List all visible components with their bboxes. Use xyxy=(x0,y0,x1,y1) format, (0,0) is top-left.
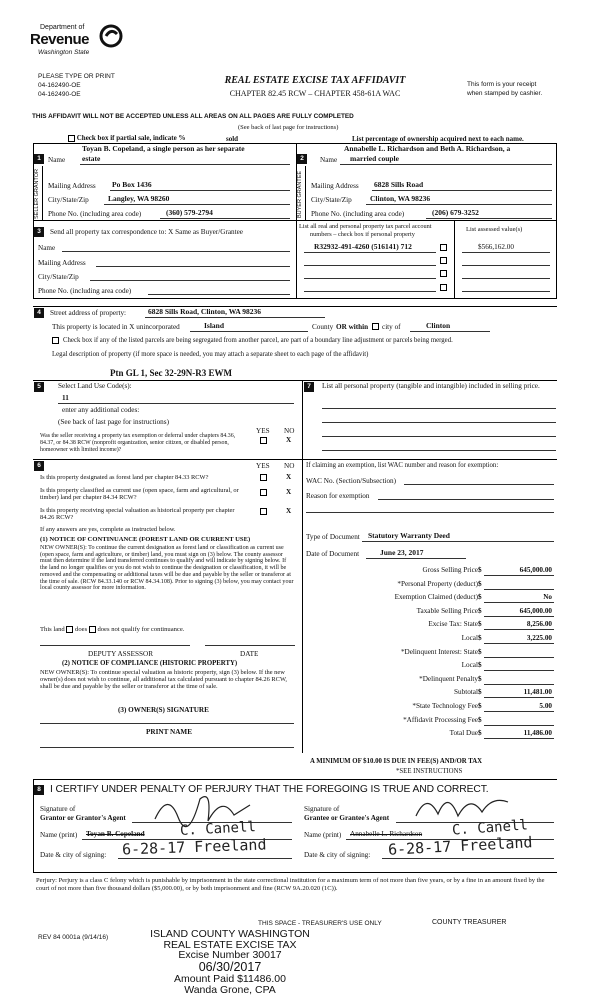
section-6-number: 6 xyxy=(34,461,44,471)
wac-label: WAC No. (Section/Subsection) xyxy=(306,477,397,485)
doc-type: Statutory Warranty Deed xyxy=(368,531,450,540)
seller-phone: (360) 579-2794 xyxy=(166,208,213,217)
buyer-phone-label: Phone No. (including area code) xyxy=(311,210,405,218)
doc-date-label: Date of Document xyxy=(306,550,360,558)
buyer-side-label: BUYER GRANTEE xyxy=(297,170,303,218)
seller-mailing: Po Box 1436 xyxy=(112,180,152,189)
treasurer-stamp xyxy=(140,929,320,995)
agency-name-line2: Revenue xyxy=(30,31,90,48)
exemption-question: Was the seller receiving a property tax exemption or deferral under chapters 84.36, 84.37, or 84.38 RCW (nonprofit organization, senior citizen, or disabled person, homeowner with limited income)? xyxy=(40,433,236,453)
if-yes-text: If any answers are yes, complete as instructed below. xyxy=(40,526,176,533)
dollar-sign: $ xyxy=(478,647,482,656)
seller-side-label: SELLER GRANTOR xyxy=(34,168,40,220)
grantee-handwritten-name: C. Canell xyxy=(451,817,529,839)
tax-label: *Personal Property (deduct) xyxy=(397,579,478,588)
seller-phone-label: Phone No. (including area code) xyxy=(48,210,142,218)
grantor-handwritten-name: C. Canell xyxy=(179,819,257,839)
grantor-signature-scribble xyxy=(150,787,260,827)
tax-label: *State Technology Fee xyxy=(412,702,478,710)
tax-label: *Affidavit Processing Fee xyxy=(403,715,478,724)
tax-row xyxy=(306,688,556,700)
perjury-text: Perjury: Perjury is a class C felony which is punishable by imprisonment in the state correctional institution for a maximum term of not more than five years, or by a fine in an amount fixed by the court of not more than five thousand dollars ($5,000.00), or by both imprisonment and fine (RCW 9A.20.020 (1C)). xyxy=(36,877,545,892)
tax-label: Excise Tax: State xyxy=(428,620,478,629)
section-7-number: 7 xyxy=(304,382,314,392)
reason-label: Reason for exemption xyxy=(306,492,370,500)
receipt-note-1: This form is your receipt xyxy=(467,81,537,88)
city-of-label: city of xyxy=(382,323,401,331)
tax-row xyxy=(306,566,556,578)
dollar-sign: $ xyxy=(478,674,482,683)
corr-city-label: City/State/Zip xyxy=(38,273,79,281)
current-use-no-mark: X xyxy=(286,488,292,496)
buyer-phone: (206) 679-3252 xyxy=(432,208,479,217)
tax-label: *Delinquent Penalty xyxy=(419,674,478,683)
buyer-mailing: 6828 Sills Road xyxy=(374,180,424,189)
minimum-due-text: A MINIMUM OF $10.00 IS DUE IN FEE(S) AND/OR TAX xyxy=(310,758,483,765)
city-name: Clinton xyxy=(426,321,451,330)
historic-no-mark: X xyxy=(286,507,292,515)
grantee-signature-scribble xyxy=(412,786,522,826)
owner-signature-label: (3) OWNER(S) SIGNATURE xyxy=(118,706,209,714)
warning-text: THIS AFFIDAVIT WILL NOT BE ACCEPTED UNLESS ALL AREAS ON ALL PAGES ARE FULLY COMPLETED xyxy=(32,113,354,120)
does-label: does xyxy=(75,626,88,634)
current-use-yes-checkbox[interactable] xyxy=(260,489,267,496)
print-name-label: PRINT NAME xyxy=(146,728,192,736)
corr-phone-label: Phone No. (including area code) xyxy=(38,287,132,295)
correspondence-text: Send all property tax correspondence to: X Same as Buyer/Grantee xyxy=(50,228,243,236)
personal-property-text: List all personal property (tangible and intangible) included in selling price. xyxy=(322,382,540,390)
street-address: 6828 Sills Road, Clinton, WA 98236 xyxy=(148,307,262,316)
seller-city: Langley, WA 98260 xyxy=(108,194,170,203)
forest-question: Is this property designated as forest land per chapter 84.33 RCW? xyxy=(40,474,209,481)
tax-row xyxy=(306,729,556,741)
historic-question: Is this property receiving special valuation as historical property per chapter 84.26 RCW? xyxy=(40,507,235,522)
assessed-value: $566,162.00 xyxy=(478,243,514,251)
located-text: This property is located in X unincorporated xyxy=(52,323,180,331)
certify-statement: I CERTIFY UNDER PENALTY OF PERJURY THAT THE FOREGOING IS TRUE AND CORRECT. xyxy=(50,784,489,795)
tax-label: Total Due xyxy=(449,729,478,738)
grantor-name-label: Name (print) xyxy=(40,831,78,839)
tax-table xyxy=(306,566,556,748)
street-label: Street address of property: xyxy=(50,309,127,317)
see-back-text: (See back of last page for instructions) xyxy=(238,124,339,131)
buyer-mailing-label: Mailing Address xyxy=(311,182,359,190)
assessed-header: List assessed value(s) xyxy=(466,226,523,233)
exemption-no-mark: X xyxy=(286,436,292,444)
dollar-sign: $ xyxy=(478,579,482,588)
section-1-number: 1 xyxy=(34,154,44,164)
segregated-checkbox[interactable] xyxy=(52,337,59,344)
no-header-5: NO xyxy=(284,427,295,435)
stamp-line-1: ISLAND COUNTY WASHINGTON xyxy=(150,928,310,940)
seller-mailing-label: Mailing Address xyxy=(48,182,96,190)
partial-sale-row xyxy=(68,134,185,142)
tax-value: 5.00 xyxy=(539,702,552,710)
forest-no-mark: X xyxy=(286,473,292,481)
seller-name-label: Name xyxy=(48,156,66,164)
tax-label: Local xyxy=(461,661,478,670)
county-treasurer-label: COUNTY TREASURER xyxy=(432,919,507,926)
grantee-date-label: Date & city of signing: xyxy=(304,851,371,859)
additional-codes: enter any additional codes: xyxy=(62,406,140,414)
tax-row xyxy=(306,648,556,660)
does-checkbox[interactable] xyxy=(66,626,73,633)
notice1-title: (1) NOTICE OF CONTINUANCE (FOREST LAND OR CURRENT USE) xyxy=(40,536,251,543)
section-3-number: 3 xyxy=(34,227,44,237)
stamp-line-2: REAL ESTATE EXCISE TAX xyxy=(163,938,297,951)
parcel-header-2: numbers – check box if personal property xyxy=(310,231,415,238)
parcel-checkbox-3[interactable] xyxy=(440,270,447,277)
does-not-label: does not qualify for continuance. xyxy=(97,626,185,634)
grantee-sig-label-1: Signature of xyxy=(304,805,340,813)
historic-yes-checkbox[interactable] xyxy=(260,508,267,515)
tax-row xyxy=(306,675,556,687)
deputy-assessor-label: DEPUTY ASSESSOR xyxy=(88,650,154,658)
tax-row xyxy=(306,593,556,605)
buyer-city: Clinton, WA 98236 xyxy=(370,194,431,203)
tax-row xyxy=(306,607,556,619)
buyer-name-label: Name xyxy=(320,156,338,164)
dollar-sign: $ xyxy=(478,566,482,574)
corr-name-label: Name xyxy=(38,244,56,252)
exemption-yes-checkbox[interactable] xyxy=(260,437,267,444)
tax-row xyxy=(306,716,556,728)
tax-label: Subtotal xyxy=(454,688,478,697)
parcel-header-1: List all real and personal property tax parcel account xyxy=(299,223,432,230)
notice2-body: NEW OWNER(S): To continue special valuation as historic property, sign (3) below. If the new owner(s) does not wish to continue, all additional tax calculated pursuant to chapter 84.26 RCW, shall be due and payable by the seller or transferor at the time of sale. xyxy=(40,669,287,691)
segregated-text: Check box if any of the listed parcels are being segregated from another parcel, are part of a boundary line adjustment or parcels being merged. xyxy=(63,337,453,344)
stamp-line-4: 06/30/2017 xyxy=(198,960,262,975)
grantee-sig-label-2: Grantee or Grantee's Agent xyxy=(304,814,390,822)
tax-value: 11,481.00 xyxy=(523,688,552,697)
parcel-number: R32932-491-4260 (516141) 712 xyxy=(314,242,412,251)
treasurer-space: THIS SPACE - TREASURER'S USE ONLY xyxy=(258,920,382,927)
tax-row xyxy=(306,661,556,673)
tax-label: Gross Selling Price xyxy=(422,566,478,574)
rev-code: REV 84 0001a (9/14/16) xyxy=(38,934,109,941)
partial-sale-checkbox[interactable] xyxy=(68,135,75,142)
partial-sale-label: Check box if partial sale, indicate % xyxy=(76,134,186,142)
tax-label: *Delinquent Interest: State xyxy=(400,647,478,656)
stamp-line-3: Excise Number 30017 xyxy=(178,949,282,962)
dollar-sign: $ xyxy=(478,606,482,615)
dollar-sign: $ xyxy=(478,729,482,738)
seller-name-line2: estate xyxy=(82,154,101,163)
doc-type-label: Type of Document xyxy=(306,533,360,541)
parcel-checkbox-2[interactable] xyxy=(440,257,447,264)
tax-value: 11,486.00 xyxy=(523,729,552,738)
revenue-logo-icon xyxy=(100,24,122,48)
land-use-label: Select Land Use Code(s): xyxy=(58,382,132,390)
dollar-sign: $ xyxy=(478,688,482,697)
tax-value: No xyxy=(543,593,552,602)
form-code-2: 04-162490-OE xyxy=(38,91,81,98)
dollar-sign: $ xyxy=(478,715,482,724)
section-2-number: 2 xyxy=(297,154,307,164)
dollar-sign: $ xyxy=(478,593,482,602)
land-use-see-back: (See back of last page for instructions) xyxy=(58,418,169,426)
tax-row xyxy=(306,702,556,714)
buyer-name-line1: Annabelle L. Richardson and Beth A. Richardson, a xyxy=(344,144,511,153)
agency-name-line3: Washington State xyxy=(38,49,90,56)
tax-row xyxy=(306,620,556,632)
yes-header-5: YES xyxy=(256,427,270,435)
tax-value: 645,000.00 xyxy=(519,606,552,615)
grantor-sig-label-2: Grantor or Grantor's Agent xyxy=(40,814,126,822)
agency-name-line1: Department of xyxy=(40,24,85,31)
receipt-note-2: when stamped by cashier. xyxy=(467,90,543,97)
section-4-number: 4 xyxy=(34,308,44,318)
this-land-row xyxy=(40,626,184,634)
exemption-claim-text: If claiming an exemption, list WAC number and reason for exemption: xyxy=(306,462,499,469)
section-8-number: 8 xyxy=(34,785,44,795)
or-within: OR within xyxy=(336,323,369,331)
parcel-checkbox-1[interactable] xyxy=(440,244,447,251)
legal-label: Legal description of property (if more space is needed, you may attach a separate sheet to each page of the affidavit) xyxy=(52,351,369,358)
tax-value: 645,000.00 xyxy=(519,566,552,574)
current-use-question: Is this property classified as current use (open space, farm and agricultural, or timber) land per chapter 84.34 RCW? xyxy=(40,487,239,502)
legal-description: Ptn GL 1, Sec 32-29N-R3 EWM xyxy=(110,368,232,378)
seller-name-line1: Toyan B. Copeland, a single person as her separate xyxy=(82,144,245,153)
sold-label: sold xyxy=(226,135,239,143)
notice2-title: (2) NOTICE OF COMPLIANCE (HISTORIC PROPERTY) xyxy=(62,660,238,667)
see-instructions: *SEE INSTRUCTIONS xyxy=(396,768,463,775)
does-not-checkbox[interactable] xyxy=(89,626,96,633)
yes-header-6: YES xyxy=(256,462,270,470)
seller-city-label: City/State/Zip xyxy=(48,196,89,204)
grantee-name-label: Name (print) xyxy=(304,831,342,839)
grantor-name-print: Toyan B. Copeland xyxy=(86,830,145,838)
list-percentage: List percentage of ownership acquired next to each name. xyxy=(352,135,524,143)
buyer-name-line2: married couple xyxy=(350,154,399,163)
forest-yes-checkbox[interactable] xyxy=(260,474,267,481)
tax-label: Taxable Selling Price xyxy=(416,606,478,615)
tax-value: 8,256.00 xyxy=(526,620,552,629)
please-type: PLEASE TYPE OR PRINT xyxy=(38,73,115,80)
tax-label: Exemption Claimed (deduct) xyxy=(394,593,478,602)
agency-logo xyxy=(30,22,125,62)
tax-row xyxy=(306,580,556,592)
stamp-line-5: Amount Paid $11486.00 xyxy=(174,972,286,985)
form-title: REAL ESTATE EXCISE TAX AFFIDAVIT xyxy=(224,75,406,86)
tax-row xyxy=(306,634,556,646)
section-5-number: 5 xyxy=(34,382,44,392)
form-code-1: 04-162490-OE xyxy=(38,82,81,89)
dollar-sign: $ xyxy=(478,634,482,642)
stamp-line-6: Wanda Grone, CPA xyxy=(184,983,276,996)
land-use-code: 11 xyxy=(62,394,69,402)
form-subtitle: CHAPTER 82.45 RCW – CHAPTER 458-61A WAC xyxy=(229,89,401,98)
grantee-name-print: Annabelle L. Richardson xyxy=(350,830,423,838)
grantor-sig-label-1: Signature of xyxy=(40,805,76,813)
tax-value: 3,225.00 xyxy=(526,634,552,642)
notice1-body: NEW OWNER(S): To continue the current designation as forest land or classification as current use (open space, farm and agriculture, or timber) land, you must sign on (3) below. The county assessor must then determine if the land transferred continues to qualify and will indicate by signing below. If the land no longer qualifies or you do not wish to continue the designation or classification, it will be removed and the compensating or additional taxes will be due and payable by the seller or transferor at the time of sale. (RCW 84.33.140 or RCW 84.34.108). Prior to signing (3) below, you may contact your local county assessor for more information. xyxy=(40,545,294,592)
parcel-checkbox-4[interactable] xyxy=(440,284,447,291)
corr-mailing-label: Mailing Address xyxy=(38,259,86,267)
no-header-6: NO xyxy=(284,462,295,470)
county-label: County xyxy=(312,323,334,331)
tax-label: Local xyxy=(461,634,478,642)
dollar-sign: $ xyxy=(478,702,482,710)
grantor-handwritten-date: 6-28-17 Freeland xyxy=(121,835,267,859)
dollar-sign: $ xyxy=(478,620,482,629)
buyer-city-label: City/State/Zip xyxy=(311,196,352,204)
dollar-sign: $ xyxy=(478,661,482,670)
date-label: DATE xyxy=(240,650,259,658)
grantee-handwritten-date: 6-28-17 Freeland xyxy=(387,833,533,859)
county-name: Island xyxy=(204,321,225,330)
doc-date: June 23, 2017 xyxy=(380,548,424,557)
grantor-date-label: Date & city of signing: xyxy=(40,851,107,859)
this-land-label: This land xyxy=(40,626,65,634)
city-checkbox[interactable] xyxy=(372,323,379,330)
